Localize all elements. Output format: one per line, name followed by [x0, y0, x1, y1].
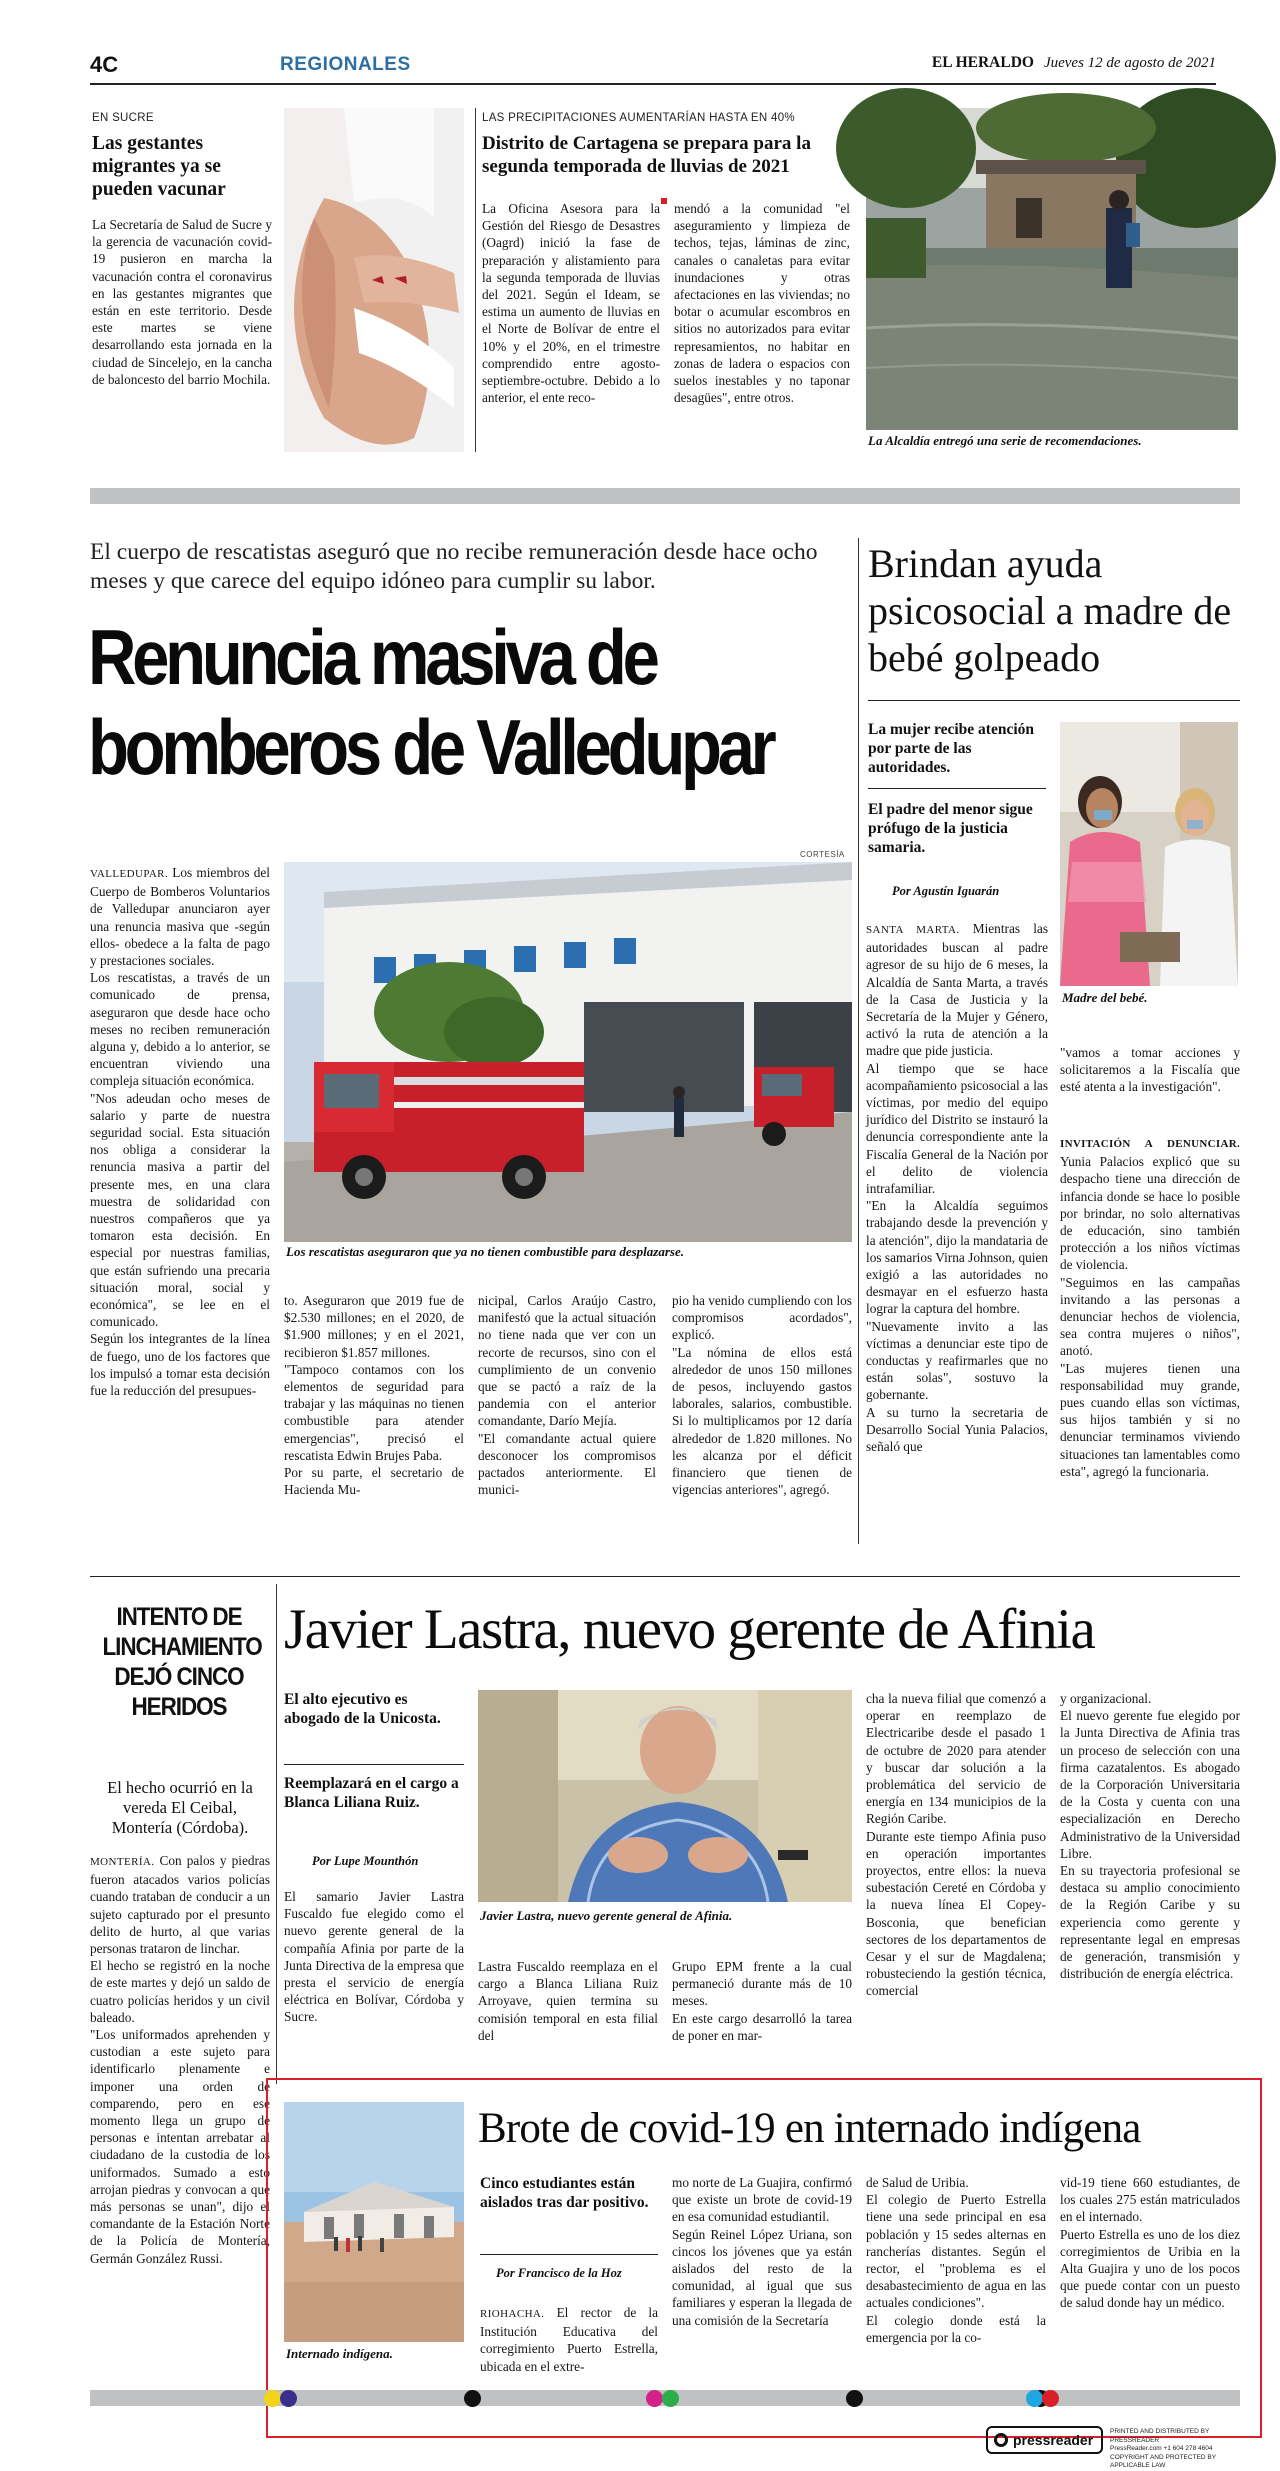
linchamiento-dateline: MONTERÍA.	[90, 1856, 155, 1868]
registration-dot-red	[1042, 2390, 1059, 2407]
red-marker	[661, 198, 667, 204]
afinia-deck2: Reemplazará en el cargo a Blanca Liliana Ruiz.	[284, 1775, 459, 1811]
psicosocial-deck-rule	[868, 788, 1046, 789]
afinia-col5: y organizacional. El nuevo gerente fue elegido por la Junta Directiva de Afinia tras un proceso de selección con una firma cazatalentos. Es abogado de la Corporación Universitaria de la Costa y cuenta con una especialización en Derecho Administrativo de la Universidad Libre. En su trayectoria profesional se destaca su amplio conocimiento de la Región Caribe y su experiencia como gerente y representante legal en empresas de generación, transmisión y distribución de energía eléctrica.	[1060, 1691, 1240, 1982]
covid-headline: Brote de covid-19 en internado indígena	[478, 2105, 1141, 2152]
psicosocial-byline: Por Agustín Iguarán	[892, 884, 1000, 898]
bomberos-caption: Los rescatistas aseguraron que ya no tienen combustible para desplazarse.	[286, 1244, 684, 1259]
javier-lastra-photo	[478, 1690, 852, 1902]
psicosocial-headline: Brindan ayuda psicosocial a madre de bebé golpeado	[868, 541, 1232, 680]
mid-separator-rule	[90, 1576, 1240, 1577]
bomberos-col1	[90, 864, 270, 1544]
psicosocial-col1-text: Mientras las autoridades buscan al padre agresor de su hijo de 6 meses, la Alcaldía de Santa Marta, a través de la Casa de Justicia y la Secretaría de la Mujer y Género, activó la ruta de atención a la madre que pide justicia. Al tiempo que se hace acompañamiento psicosocial a las víctimas, por medio del equipo jurídico del Distrito se instauró la denuncia correspondiente ante la Fiscalía General de la Nación por el delito de violencia intrafamiliar. "En la Alcaldía seguimos trabajando desde la prevención y la atención", dijo la mandataria de los samarios Virna Johnson, quien exigió a las autoridades no desmayar en el esfuerzo hasta lograr la captura del hombre. "Nuevamente invito a las víctimas a denunciar este tipo de conductas y reafirmarles que no están solas", sostuvo la gobernante. A su turno la secretaria de Desarrollo Social Yunia Palacios, señaló que	[866, 921, 1048, 1455]
afinia-col2: Lastra Fuscaldo reemplaza en el cargo a Blanca Liliana Ruiz Arroyave, quien termina su comisión temporal en esta filial del	[478, 1959, 658, 2043]
covid-col4: vid-19 tiene 660 estudiantes, de los cuales 275 están matriculados en el internado. Puerto Estrella es uno de los diez corregimientos de Uribia en la Alta Guajira y uno de los pocos que puede contar con un puesto de salud donde hay un médico.	[1060, 2175, 1240, 2311]
linchamiento-body-text: Con palos y piedras fueron atacados varios policías cuando trataban de conducir a un sujeto capturado por el presunto delito de hurto, al que varias personas trataron de linchar. El hecho se registró en la noche de este martes y dejó un saldo de cuatro policías heridos y un civil baleado. "Los uniformados aprehenden y custodian a este sujeto para identificarlo plenamente e imponer una orden de comparendo, pero en ese momento llega un grupo de personas e intentan arrebatar al ciudadano de la custodia de los uniformados. Sumado a esto arrojan piedras y convocan a que más personas se unan", dijo el comandante de la Estación Norte de la Policía de Montería, Germán González Russi.	[90, 1853, 270, 2266]
linchamiento-body	[90, 1852, 270, 2362]
bomberos-side-rule	[858, 538, 859, 1544]
registration-dot-yellow	[264, 2390, 281, 2407]
cartagena-kicker: LAS PRECIPITACIONES AUMENTARÍAN HASTA EN 40%	[482, 112, 795, 124]
top-col-rule	[475, 108, 476, 452]
psicosocial-col2-top: "vamos a tomar acciones y solicitaremos a la Fiscalía que esté atenta a la investigación".	[1060, 1045, 1240, 1095]
bomberos-headline: Renuncia masiva de bomberos de Valledupar	[88, 613, 773, 791]
linchamiento-headline: INTENTO DE LINCHAMIENTO DEJÓ CINCO HERIDOS	[102, 1603, 262, 1721]
masthead	[932, 54, 1216, 72]
bomberos-photo-credit: CORTESÍA	[800, 850, 845, 859]
registration-dot-blue	[280, 2390, 297, 2407]
separator-bar-top	[90, 488, 1240, 504]
covid-col1	[480, 2304, 658, 2376]
flooded-street-photo	[866, 108, 1238, 430]
psicosocial-rule	[868, 700, 1240, 701]
psicosocial-subhead: INVITACIÓN A DENUNCIAR.	[1060, 1138, 1240, 1150]
gestantes-headline: Las gestantes migrantes ya se pueden vacunar	[92, 133, 226, 200]
registration-dot-cyan	[1026, 2390, 1043, 2407]
afinia-byline: Por Lupe Mounthón	[312, 1854, 419, 1868]
registration-dot-black-2	[846, 2390, 863, 2407]
bomberos-col4: pio ha venido cumpliendo con los compromisos acordados", explicó. "La nómina de ellos está alrededor de unos 150 millones de pesos, incluyendo gastos laborales, salarios, combustible. Si lo multiplicamos por 12 daría alrededor de 1.820 millones. No les alcanza por el déficit financiero que tienen de vigencias anteriores", agregó.	[672, 1293, 852, 1498]
psicosocial-caption: Madre del bebé.	[1062, 990, 1148, 1005]
header-rule	[90, 83, 1216, 85]
internado-photo	[284, 2102, 464, 2342]
cartagena-col2: mendó a la comunidad "el aseguramiento y limpieza de techos, tejas, láminas de zinc, canales o canaletas para evitar inundaciones y otras afectaciones en las viviendas; no botar o acumular escombros en sitios no autorizados para evitar represamientos, no habitar en zonas de ladera o espacios con suelos inestables y no taponar desagües", entre otros.	[674, 201, 850, 406]
bomberos-dateline: VALLEDUPAR.	[90, 868, 169, 880]
covid-col2: mo norte de La Guajira, confirmó que existe un brote de covid-19 en esa comunidad estudiantil. Según Reinel López Uriana, son cincos los jóvenes que ya están aislados del resto de la comunidad, al igual que sus familiares y esperan la llegada de una comisión de la Secretaría	[672, 2175, 852, 2328]
covid-byline: Por Francisco de la Hoz	[496, 2266, 622, 2280]
afinia-deck-rule	[284, 1764, 464, 1765]
psicosocial-deck2: El padre del menor sigue prófugo de la justicia samaria.	[868, 801, 1033, 856]
pressreader-fine-print: PRINTED AND DISTRIBUTED BY PRESSREADER PressReader.com +1 604 278 4604 COPYRIGHT AND PROTECTED BY APPLICABLE LAW	[1110, 2428, 1216, 2469]
issue-date: Jueves 12 de agosto de 2021	[1043, 55, 1216, 71]
gestantes-kicker: EN SUCRE	[92, 112, 154, 124]
pressreader-logo	[986, 2426, 1103, 2454]
registration-dot-magenta	[646, 2390, 663, 2407]
pressreader-brand: pressreader	[1013, 2432, 1094, 2448]
afinia-col1: El samario Javier Lastra Fuscaldo fue elegido como el nuevo gerente general de la compañía Afinia por parte de la Junta Directiva de la empresa que presta el servicio de energía eléctrica en Bolívar, Córdoba y Sucre.	[284, 1889, 464, 2025]
bomberos-col2: to. Aseguraron que 2019 fue de $2.530 millones; en el 2020, de $1.900 millones; y en el 2021, recibieron $1.857 millones. "Tampoco contamos con los elementos de seguridad para trabajar y las máquinas no tienen combustible para atender emergencias", precisó el rescatista Edwin Brujes Paba. Por su parte, el secretario de Hacienda Mu-	[284, 1293, 464, 1498]
section-name: REGIONALES	[280, 54, 411, 75]
psicosocial-col1	[866, 920, 1048, 1546]
gestantes-body: La Secretaría de Salud de Sucre y la gerencia de vacunación covid-19 pusieron en marcha la vacunación contra el coronavirus en las gestantes migrantes que están en este territorio. Desde este martes se viene desarrollando esta jornada en la ciudad de Sincelejo, en la cancha de baloncesto del barrio Mochila.	[92, 217, 272, 387]
pregnant-belly-photo	[284, 108, 464, 452]
afinia-caption: Javier Lastra, nuevo gerente general de Afinia.	[480, 1908, 733, 1923]
linchamiento-side-rule	[276, 1584, 277, 2084]
afinia-deck1: El alto ejecutivo es abogado de la Unicosta.	[284, 1691, 441, 1727]
afinia-col4: cha la nueva filial que comenzó a operar en reemplazo de Electricaribe desde el pasado 1 de octubre de 2020 para atender y buscar dar solución a la problemática del servicio de energía en 134 municipios de la Región Caribe. Durante este tiempo Afinia puso en operación importantes proyectos, entre ellos: la nueva subestación Cereté en Córdoba y la nueva línea El Copey-Bosconia, que benefician sectores de los departamentos de Cesar y el sur de Magdalena; robusteciendo la gestión técnica, comercial	[866, 1691, 1046, 1999]
afinia-col3: Grupo EPM frente a la cual permaneció durante más de 10 meses. En este cargo desarrolló la tarea de poner en mar-	[672, 1959, 852, 2043]
covid-dateline: RIOHACHA.	[480, 2308, 545, 2320]
cartagena-headline: Distrito de Cartagena se prepara para la segunda temporada de lluvias de 2021	[482, 133, 811, 177]
registration-dot-black	[464, 2390, 481, 2407]
covid-deck-rule	[480, 2254, 658, 2255]
linchamiento-deck: El hecho ocurrió en la vereda El Ceibal, Montería (Córdoba).	[107, 1778, 253, 1837]
mother-photo	[1060, 722, 1238, 986]
page-number: 4C	[90, 52, 119, 77]
covid-col1-text: El rector de la Institución Educativa del corregimiento Puerto Estrella, ubicada en el extre-	[480, 2305, 658, 2374]
fire-station-photo	[284, 862, 852, 1242]
registration-dot-green	[662, 2390, 679, 2407]
covid-deck: Cinco estudiantes están aislados tras dar positivo.	[480, 2175, 649, 2211]
cartagena-caption: La Alcaldía entregó una serie de recomendaciones.	[868, 433, 1142, 448]
covid-col3: de Salud de Uribia. El colegio de Puerto Estrella tiene una sede principal en esa población y 15 sedes alternas en rancherías distantes. Según el rector, el "problema es el desabastecimiento de agua en las actuales condiciones". El colegio donde está la emergencia por la co-	[866, 2175, 1046, 2345]
bomberos-deck: El cuerpo de rescatistas aseguró que no recibe remuneración desde hace ocho meses y que carece del equipo idóneo para cumplir su labor.	[90, 539, 818, 594]
page-header	[90, 48, 1216, 82]
paper-name: EL HERALDO	[931, 54, 1034, 71]
psicosocial-col2	[1060, 1134, 1240, 1546]
psicosocial-col2-text: Yunia Palacios explicó que su despacho tiene una dirección de infancia donde se hace lo posible por brindar, no solo alternativas de educación, sino también protección a los niños víctimas de violencia. "Seguimos en las campañas invitando a las personas a denunciar hechos de violencia, sea contra mujeres o niños", anotó. "Las mujeres tienen una responsabilidad muy grande, pues cuando ellas son víctimas, sus hijos también y si no denunciar terminamos viviendo situaciones tan lamentables como esta", agregó la funcionaria.	[1060, 1154, 1240, 1479]
covid-caption: Internado indígena.	[286, 2346, 393, 2361]
afinia-headline: Javier Lastra, nuevo gerente de Afinia	[284, 1598, 1095, 1661]
pressreader-icon	[994, 2433, 1008, 2447]
bomberos-col1-text: Los miembros del Cuerpo de Bomberos Voluntarios de Valledupar anunciaron ayer una renuncia masiva que -según ellos- obedece a la falta de pago y prestaciones sociales. Los rescatistas, a través de un comunicado de prensa, aseguraron que desde hace ocho meses no reciben remuneración alguna y, debido a lo anterior, se encuentran viviendo una compleja situación económica. "Nos adeudan ocho meses de salario y parte de nuestra seguridad social. Esta situación nos obliga a considerar la renuncia masiva a partir del presente mes, en una clara muestra de solidaridad con nuestros compañeros que ya tomaron esta decisión. En especial por nuestras familias, que están sufriendo una precaria situación moral, social y económica", se lee en el comunicado. Según los integrantes de la línea de fuego, uno de los factores que los impulsó a tomar esta decisión fue la reducción del presupues-	[90, 865, 270, 1399]
bomberos-col3: nicipal, Carlos Araújo Castro, manifestó que la actual situación no tiene nada que ver con un recorte de recursos, sino con el cumplimiento de un convenio que se pactó a raíz de la pandemia con el anterior comandante, Darío Mejía. "El comandante actual quiere desconocer los compromisos pactados anteriormente. El munici-	[478, 1293, 656, 1498]
psicosocial-deck1: La mujer recibe atención por parte de las autoridades.	[868, 721, 1035, 776]
psicosocial-dateline: SANTA MARTA.	[866, 924, 960, 936]
cartagena-col1: La Oficina Asesora para la Gestión del Riesgo de Desastres (Oagrd) inició la fase de preparación y alistamiento para la segunda temporada de lluvias del 2021. Según el Ideam, se estima un aumento de lluvias en el Norte de Bolívar de entre el 10% y el 20%, en el trimestre comprendido entre agosto-septiembre-octubre. Debido a lo anterior, el ente reco-	[482, 201, 660, 406]
